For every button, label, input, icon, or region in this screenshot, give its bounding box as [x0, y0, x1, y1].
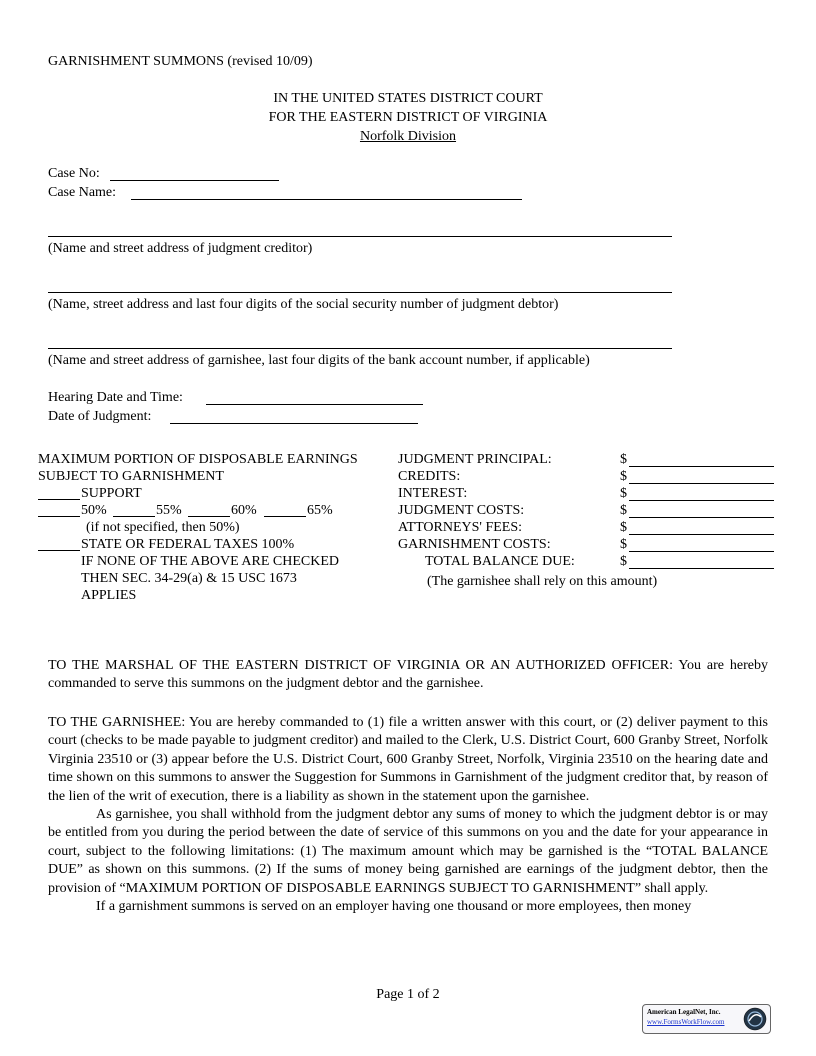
total-label: TOTAL BALANCE DUE:	[425, 554, 575, 569]
total-currency: $	[620, 554, 627, 569]
judgment-date-field[interactable]	[170, 423, 418, 424]
principal-field[interactable]	[629, 466, 774, 467]
form-title: GARNISHMENT SUMMONS (revised 10/09)	[48, 54, 313, 69]
none-checked-1: IF NONE OF THE ABOVE ARE CHECKED	[81, 554, 339, 569]
state-taxes-label: STATE OR FEDERAL TAXES 100%	[81, 537, 295, 552]
principal-label: JUDGMENT PRINCIPAL:	[398, 452, 552, 467]
withhold-text: As garnishee, you shall withhold from the judgment debtor any sums of money to which the judgment debtor is or may be entitled from you during the period between the date of service of this summons on you and the date for your appearance in court, subject to the following limitations: (1) The maximum amount which may be garnished is the “TOTAL BALANCE DUE” as shown on this summons. (2) If the sums of money being garnished are earnings of the judgment debtor, then the provision of “MAXIMUM PORTION OF DISPOSABLE EARNINGS SUBJECT TO GARNISHMENT” shall apply.	[48, 807, 768, 896]
garnishment-costs-currency: $	[620, 537, 627, 552]
marshal-text: TO THE MARSHAL OF THE EASTERN DISTRICT OF VIRGINIA OR AN AUTHORIZED OFFICER: You are hereby commanded to serve this summons on the judgment debtor and the garnishee.	[48, 658, 768, 692]
pct60-check[interactable]	[188, 516, 230, 517]
debtor-field[interactable]	[48, 292, 672, 293]
credits-field[interactable]	[629, 483, 774, 484]
garnishee-text: TO THE GARNISHEE: You are hereby commanded to (1) file a written answer with this court, or (2) deliver payment to this court (checks to be made payable to judgment creditor) and mailed to the Clerk, U.S. District Court, 600 Granby Street, Norfolk Virginia 23510 or (3) appear before the U.S. District Court, 600 Granby Street, Norfolk, Virginia 23510 on the hearing date and time shown on this summons to answer the Suggestion for Summons in Garnishment of the judgment creditor that, by reason of the lien of the writ of execution, there is a liability as shown in the statement upon the garnishee.	[48, 715, 768, 804]
total-field[interactable]	[629, 568, 774, 569]
if-not-specified: (if not specified, then 50%)	[86, 520, 240, 535]
publisher-logo	[642, 1004, 771, 1034]
garnishee-paragraph	[48, 714, 768, 916]
case-no-field[interactable]	[110, 180, 279, 181]
garnishment-costs-field[interactable]	[629, 551, 774, 552]
attorneys-fees-label: ATTORNEYS' FEES:	[398, 520, 523, 535]
creditor-field[interactable]	[48, 236, 672, 237]
employer-text: If a garnishment summons is served on an employer having one thousand or more employees, then money	[96, 899, 692, 915]
hearing-label: Hearing Date and Time:	[48, 390, 183, 405]
pct55-label: 55%	[156, 503, 182, 518]
globe-icon	[743, 1007, 767, 1031]
support-label: SUPPORT	[81, 486, 142, 501]
costs-label: JUDGMENT COSTS:	[398, 503, 525, 518]
case-name-label: Case Name:	[48, 185, 117, 200]
pct60-label: 60%	[231, 503, 257, 518]
court-line-1: IN THE UNITED STATES DISTRICT COURT	[273, 91, 543, 106]
page-number: Page 1 of 2	[376, 987, 440, 1002]
pct65-label: 65%	[307, 503, 333, 518]
case-name-field[interactable]	[131, 199, 522, 200]
marshal-paragraph	[48, 657, 768, 694]
logo-url[interactable]: www.FormsWorkFlow.com	[647, 1018, 725, 1026]
hearing-field[interactable]	[206, 404, 423, 405]
garnishee-field[interactable]	[48, 348, 672, 349]
rely-note: (The garnishee shall rely on this amount)	[427, 574, 658, 589]
state-taxes-check[interactable]	[38, 550, 80, 551]
credits-label: CREDITS:	[398, 469, 461, 484]
attorneys-fees-currency: $	[620, 520, 627, 535]
garnishee-label: (Name and street address of garnishee, last four digits of the bank account number, if applicable)	[48, 353, 590, 368]
creditor-label: (Name and street address of judgment creditor)	[48, 241, 313, 256]
judgment-date-label: Date of Judgment:	[48, 409, 152, 424]
none-checked-2: THEN SEC. 34-29(a) & 15 USC 1673	[81, 571, 297, 586]
division-wrap	[0, 128, 816, 145]
costs-field[interactable]	[629, 517, 774, 518]
logo-name: American LegalNet, Inc.	[647, 1008, 721, 1016]
costs-currency: $	[620, 503, 627, 518]
interest-label: INTEREST:	[398, 486, 468, 501]
max-portion-heading-2: SUBJECT TO GARNISHMENT	[38, 469, 224, 484]
interest-currency: $	[620, 486, 627, 501]
support-check[interactable]	[38, 499, 80, 500]
none-checked-3: APPLIES	[81, 588, 137, 603]
garnishment-costs-label: GARNISHMENT COSTS:	[398, 537, 551, 552]
pct55-check[interactable]	[113, 516, 155, 517]
principal-currency: $	[620, 452, 627, 467]
pct65-check[interactable]	[264, 516, 306, 517]
case-no-label: Case No:	[48, 166, 100, 181]
debtor-label: (Name, street address and last four digits of the social security number of judgment debtor)	[48, 297, 559, 312]
pct50-check[interactable]	[38, 516, 80, 517]
pct50-label: 50%	[81, 503, 107, 518]
interest-field[interactable]	[629, 500, 774, 501]
credits-currency: $	[620, 469, 627, 484]
court-line-2: FOR THE EASTERN DISTRICT OF VIRGINIA	[268, 110, 548, 125]
attorneys-fees-field[interactable]	[629, 534, 774, 535]
max-portion-heading-1: MAXIMUM PORTION OF DISPOSABLE EARNINGS	[38, 452, 358, 467]
court-division: Norfolk Division	[359, 129, 457, 144]
